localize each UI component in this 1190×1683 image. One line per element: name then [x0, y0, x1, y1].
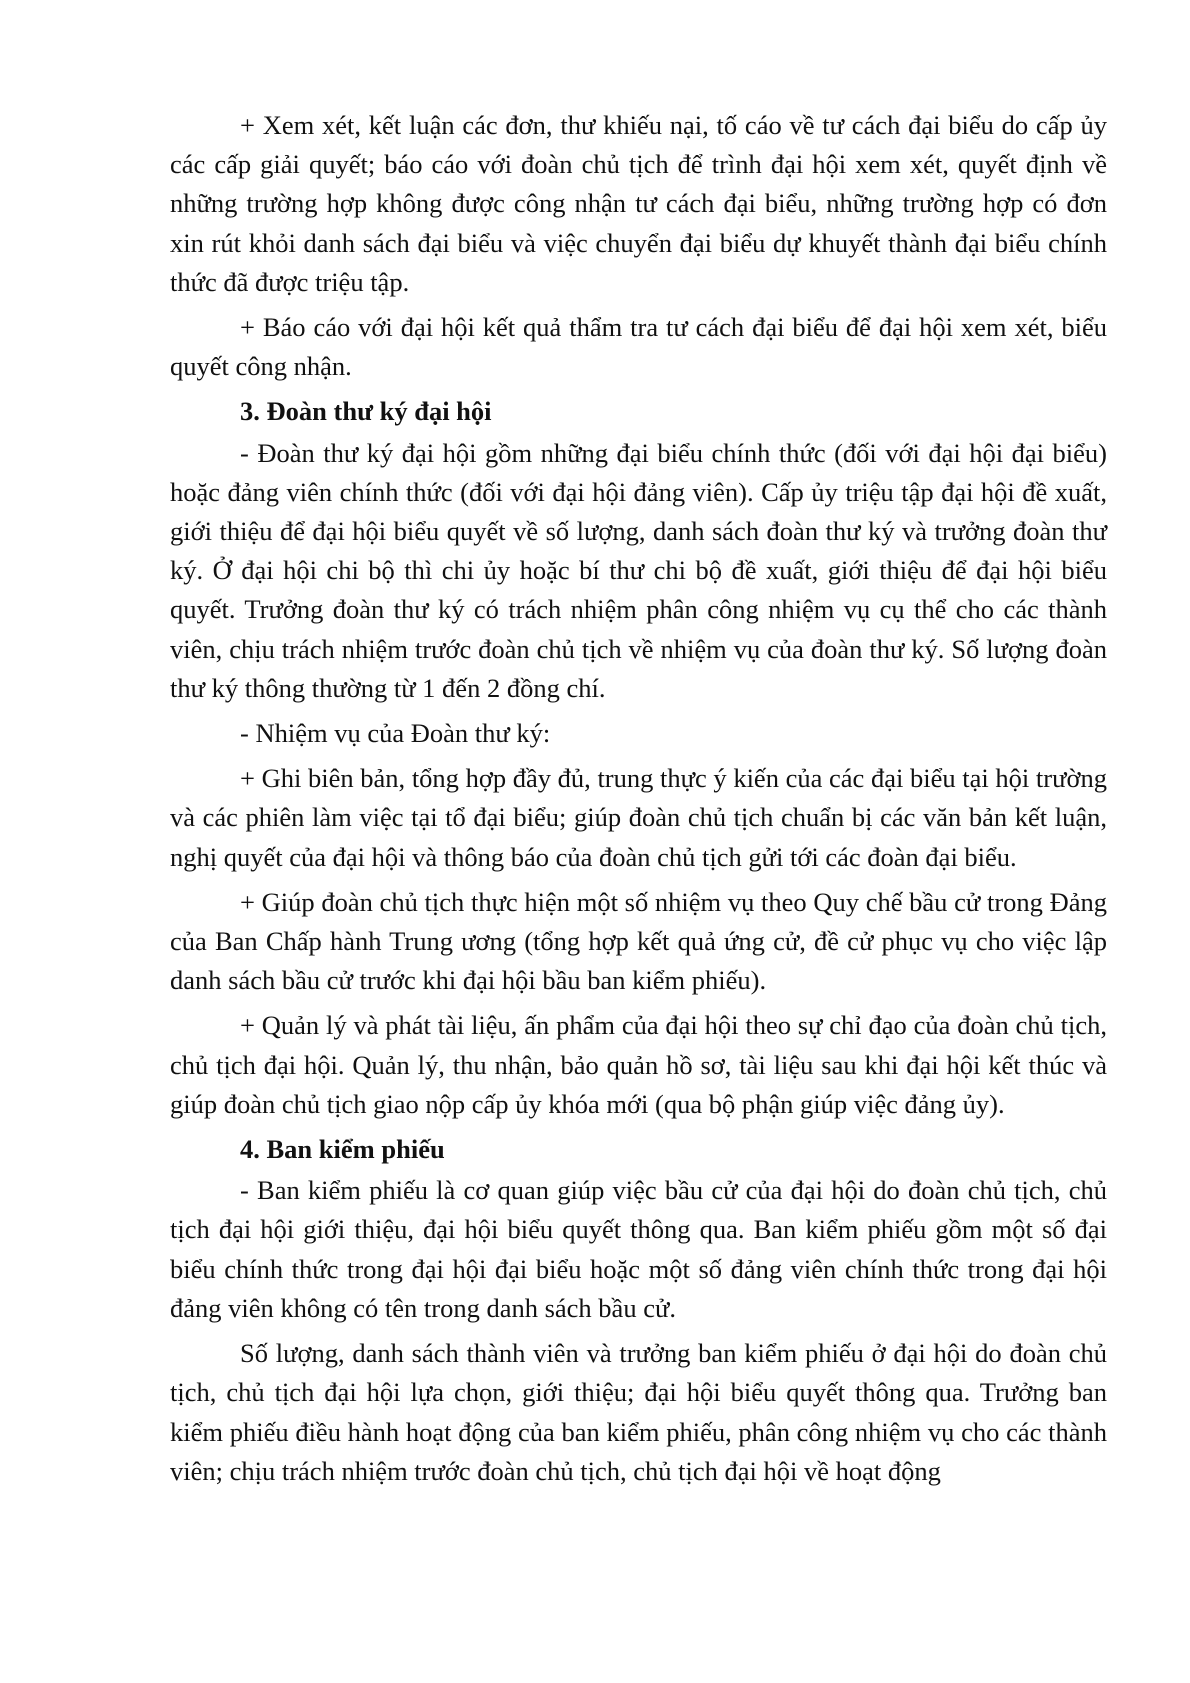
- paragraph-report-credentials: + Báo cáo với đại hội kết quả thẩm tra tư cách đại biểu để đại hội xem xét, biểu quyết công nhận.: [170, 312, 1107, 382]
- section-heading-vote-counting: 4. Ban kiểm phiếu: [240, 1134, 445, 1165]
- paragraph-secretariat-election-support: + Giúp đoàn chủ tịch thực hiện một số nhiệm vụ theo Quy chế bầu cử trong Đảng của Ban Chấp hành Trung ương (tổng hợp kết quả ứng cử, đề cử phục vụ cho việc lập danh sách bầu cử trước khi đại hội bầu ban kiểm phiếu).: [170, 886, 1107, 996]
- paragraph-vote-counting-definition: - Ban kiểm phiếu là cơ quan giúp việc bầu cử của đại hội do đoàn chủ tịch, chủ tịch đại hội giới thiệu, đại hội biểu quyết thông qua. Ban kiểm phiếu gồm một số đại biểu chính thức trong đại hội đại biểu hoặc một số đảng viên chính thức trong đại hội đảng viên không có tên trong danh sách bầu cử.: [170, 1175, 1107, 1323]
- paragraph-review-complaints: + Xem xét, kết luận các đơn, thư khiếu nại, tố cáo về tư cách đại biểu do cấp ủy các cấp giải quyết; báo cáo với đoàn chủ tịch để trình đại hội xem xét, quyết định về những trường hợp không được công nhận tư cách đại biểu, những trường hợp có đơn xin rút khỏi danh sách đại biểu và việc chuyển đại biểu dự khuyết thành đại biểu chính thức đã được triệu tập.: [170, 110, 1107, 297]
- paragraph-vote-counting-members: Số lượng, danh sách thành viên và trưởng ban kiểm phiếu ở đại hội do đoàn chủ tịch, chủ tịch đại hội lựa chọn, giới thiệu; đại hội biểu quyết thông qua. Trưởng ban kiểm phiếu điều hành hoạt động của ban kiểm phiếu, phân công nhiệm vụ cho các thành viên; chịu trách nhiệm trước đoàn chủ tịch, chủ tịch đại hội về hoạt động: [170, 1338, 1107, 1486]
- document-page: [170, 106, 1107, 1497]
- paragraph-secretariat-documents: + Quản lý và phát tài liệu, ấn phẩm của đại hội theo sự chỉ đạo của đoàn chủ tịch, chủ tịch đại hội. Quản lý, thu nhận, bảo quản hồ sơ, tài liệu sau khi đại hội kết thúc và giúp đoàn chủ tịch giao nộp cấp ủy khóa mới (qua bộ phận giúp việc đảng ủy).: [170, 1010, 1107, 1119]
- paragraph-secretariat-minutes: + Ghi biên bản, tổng hợp đầy đủ, trung thực ý kiến của các đại biểu tại hội trường và các phiên làm việc tại tổ đại biểu; giúp đoàn chủ tịch chuẩn bị các văn bản kết luận, nghị quyết của đại hội và thông báo của đoàn chủ tịch gửi tới các đoàn đại biểu.: [170, 763, 1107, 872]
- paragraph-secretariat-composition: - Đoàn thư ký đại hội gồm những đại biểu chính thức (đối với đại hội đại biểu) hoặc đảng viên chính thức (đối với đại hội đảng viên). Cấp ủy triệu tập đại hội đề xuất, giới thiệu để đại hội biểu quyết về số lượng, danh sách đoàn thư ký và trưởng đoàn thư ký. Ở đại hội chi bộ thì chi ủy hoặc bí thư chi bộ đề xuất, giới thiệu để đại hội biểu quyết. Trưởng đoàn thư ký có trách nhiệm phân công nhiệm vụ cụ thể cho các thành viên, chịu trách nhiệm trước đoàn chủ tịch về nhiệm vụ của đoàn thư ký. Số lượng đoàn thư ký thông thường từ 1 đến 2 đồng chí.: [170, 437, 1107, 703]
- paragraph-secretariat-duties-intro: - Nhiệm vụ của Đoàn thư ký:: [240, 718, 551, 749]
- section-heading-secretariat: 3. Đoàn thư ký đại hội: [240, 396, 492, 427]
